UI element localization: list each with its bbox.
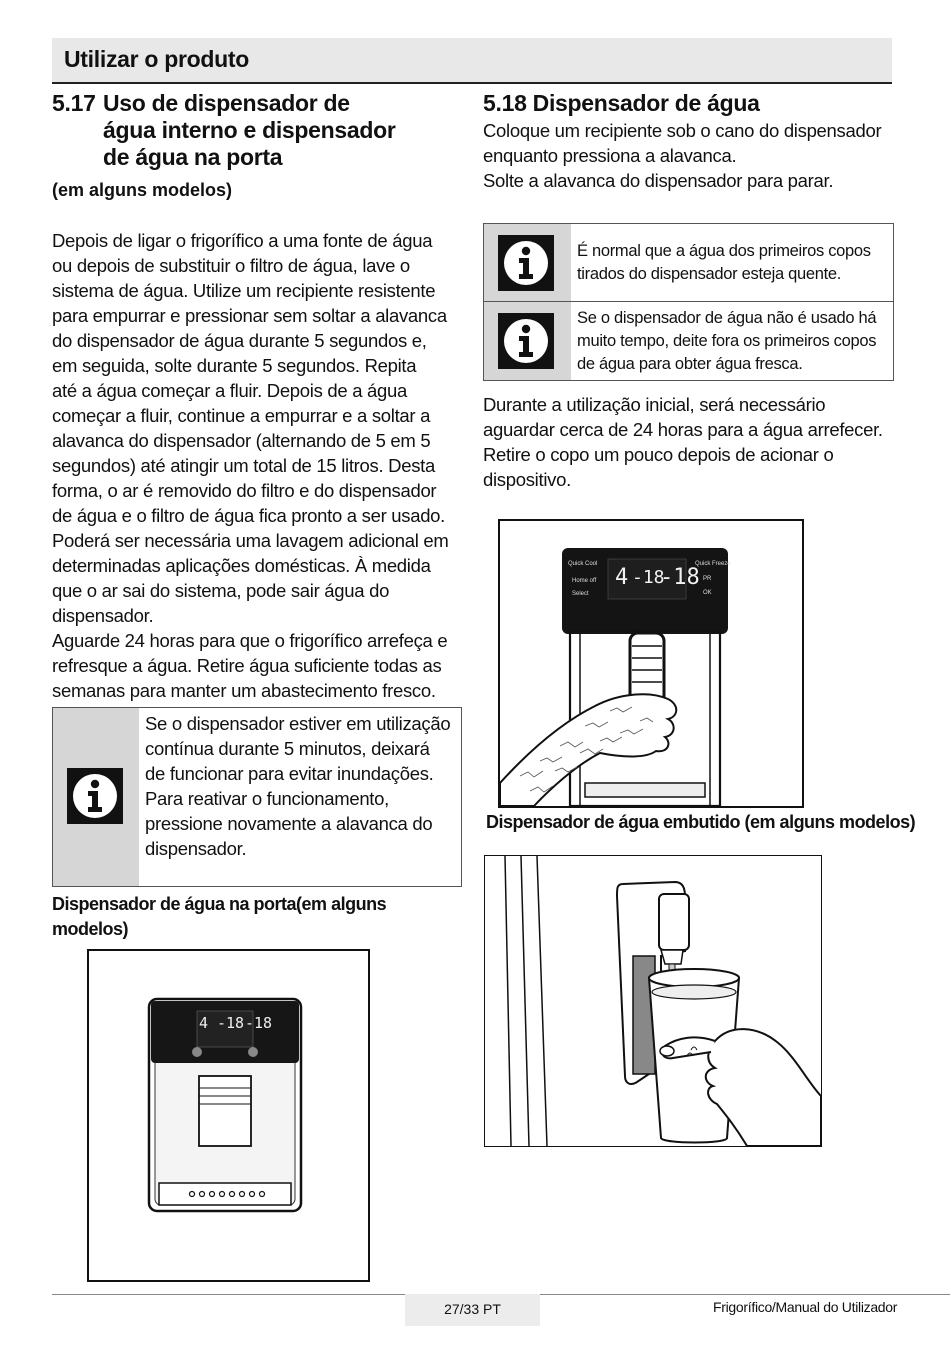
info-icon	[498, 313, 554, 369]
display-fridge-temp: 4	[615, 565, 629, 590]
note-line: de água para obter água fresca.	[577, 355, 803, 373]
note-line: tirados do dispensador esteja quente.	[577, 265, 842, 283]
paragraph-line: até a água começar a fluir. Depois de a água	[52, 380, 407, 401]
display-label-ok: OK	[703, 590, 712, 596]
section-517-number: 5.17	[52, 90, 96, 116]
info-note-table	[483, 223, 894, 381]
display-label-home-off: Home off	[572, 578, 597, 584]
note-text	[145, 711, 461, 861]
paragraph-line: do dispensador de água durante 5 segundos e,	[52, 330, 427, 351]
section-518-intro	[483, 118, 903, 193]
display-fridge-temp: 4	[199, 1014, 209, 1032]
intro-line: enquanto pressiona a alavanca.	[483, 145, 737, 166]
section-518-title: 5.18 Dispensador de água	[483, 90, 760, 116]
paragraph-line: semanas para manter um abastecimento fresco.	[52, 680, 436, 701]
paragraph-line: determinadas aplicações domésticas. À medida	[52, 555, 431, 576]
door-dispenser-caption	[52, 892, 386, 942]
note-line: Se o dispensador estiver em utilização	[145, 713, 451, 734]
note-line: de funcionar para evitar inundações.	[145, 763, 434, 784]
glass-dispenser-figure	[484, 855, 822, 1147]
info-icon	[67, 768, 123, 824]
display-label-quick-freeze: Quick Freeze	[695, 561, 731, 567]
section-517-title	[103, 90, 396, 171]
display-right-temp: -18	[660, 565, 700, 590]
paragraph-line: de água e o filtro de água fica pronto a ser usado.	[52, 505, 446, 526]
display-label-pr: PR	[703, 576, 712, 582]
display-freezer-temp: -18	[632, 567, 665, 588]
note-line: dispensador.	[145, 838, 247, 859]
section-517-paragraph	[52, 228, 462, 703]
display-label-quick-cool: Quick Cool	[568, 561, 598, 567]
paragraph-line: Aguarde 24 horas para que o frigorífico arrefeça e	[52, 630, 448, 651]
display-right-temp: -18	[245, 1014, 273, 1032]
paragraph-line: forma, o ar é removido do filtro e do dispensador	[52, 480, 437, 501]
note-divider	[484, 301, 893, 302]
door-dispenser-figure	[87, 949, 370, 1282]
paragraph-line: em seguida, solte durante 5 segundos. Repita	[52, 355, 417, 376]
paragraph-line: segundos) até atingir um total de 15 litros. Desta	[52, 455, 435, 476]
paragraph-line: ou depois de substituir o filtro de água, lave o	[52, 255, 410, 276]
caption-line: modelos)	[52, 919, 129, 939]
page-number: 27/33 PT	[405, 1294, 540, 1326]
paragraph-line: dispensador.	[52, 605, 154, 626]
paragraph-line: dispositivo.	[483, 469, 571, 490]
note-icon-cell	[53, 708, 139, 886]
section-518-paragraph	[483, 392, 903, 492]
note-line: Para reativar o funcionamento,	[145, 788, 389, 809]
section-517-title-line: Uso de dispensador de	[103, 90, 350, 116]
note-line: contínua durante 5 minutos, deixará	[145, 738, 430, 759]
paragraph-line: Durante a utilização inicial, será necessário	[483, 394, 826, 415]
note1-text	[577, 240, 889, 286]
section-517-subtitle: (em alguns modelos)	[52, 180, 233, 200]
display-freezer-temp: -18	[217, 1014, 245, 1032]
section-517-title-line: de água na porta	[103, 144, 283, 170]
info-note-box	[52, 707, 462, 887]
glass-dispenser-illustration	[485, 856, 821, 1146]
note-line: muito tempo, deite fora os primeiros copos	[577, 332, 877, 350]
paragraph-line: que o ar sai do sistema, pode sair água do	[52, 580, 390, 601]
paragraph-line: sistema de água. Utilize um recipiente resistente	[52, 280, 436, 301]
display-label-select: Select	[572, 591, 589, 597]
intro-line: Solte a alavanca do dispensador para parar.	[483, 170, 834, 191]
built-in-dispenser-figure	[498, 519, 804, 808]
paragraph-line: alavanca do dispensador (alternando de 5 em 5	[52, 430, 431, 451]
paragraph-line: Poderá ser necessária uma lavagem adicional em	[52, 530, 449, 551]
built-in-dispenser-illustration	[500, 521, 802, 806]
section-header-title: Utilizar o produto	[64, 46, 249, 72]
info-icon	[498, 235, 554, 291]
intro-line: Coloque um recipiente sob o cano do dispensador	[483, 120, 882, 141]
note2-text	[577, 307, 889, 376]
paragraph-line: refresque a água. Retire água suficiente todas as	[52, 655, 442, 676]
paragraph-line: começar a fluir, continue a empurrar e a soltar a	[52, 405, 431, 426]
paragraph-line: Depois de ligar o frigorífico a uma fonte de água	[52, 230, 433, 251]
paragraph-line: Retire o copo um pouco depois de acionar o	[483, 444, 834, 465]
note-line: pressione novamente a alavanca do	[145, 813, 433, 834]
footer-doc-title: Frigorífico/Manual do Utilizador	[713, 1299, 898, 1315]
paragraph-line: aguardar cerca de 24 horas para a água arrefecer.	[483, 419, 883, 440]
built-in-dispenser-caption: Dispensador de água embutido (em alguns modelos)	[486, 812, 916, 832]
section-517-title-line: água interno e dispensador	[103, 117, 396, 143]
door-dispenser-illustration	[89, 951, 368, 1280]
note-line: É normal que a água dos primeiros copos	[577, 242, 871, 260]
note-line: Se o dispensador de água não é usado há	[577, 309, 877, 327]
paragraph-line: para empurrar e pressionar sem soltar a alavanca	[52, 305, 447, 326]
caption-line: Dispensador de água na porta(em alguns	[52, 894, 387, 914]
